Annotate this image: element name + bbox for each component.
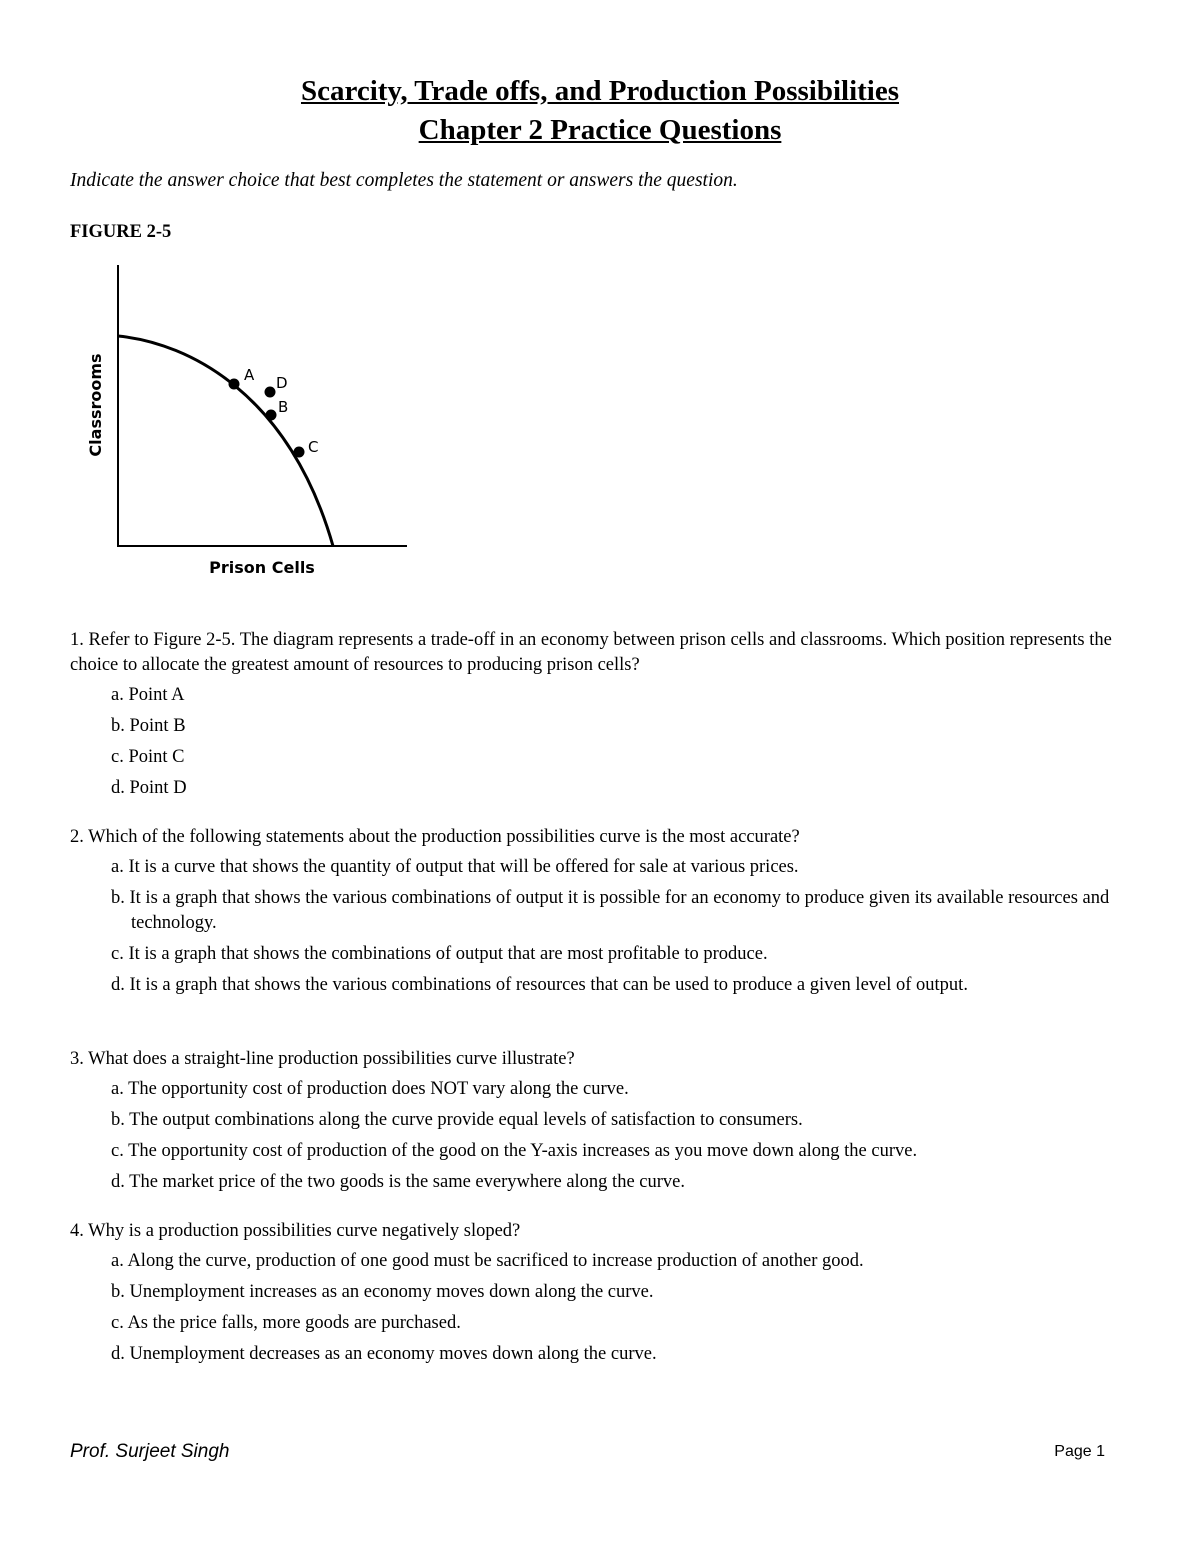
question-stem: 1. Refer to Figure 2-5. The diagram represents a trade-off in an economy between prison cells and classrooms. Which position represents the choice to allocate the greatest amount of resources to producing prison cells? xyxy=(70,630,1112,675)
point-c-label: C xyxy=(308,438,319,456)
answer-option[interactable]: d. The market price of the two goods is the same everywhere along the curve. xyxy=(111,1172,685,1192)
point-b-marker xyxy=(266,410,277,421)
answer-option[interactable]: c. As the price falls, more goods are purchased. xyxy=(111,1313,461,1333)
answer-option[interactable]: b. Point B xyxy=(111,716,186,736)
figure-label: FIGURE 2-5 xyxy=(70,222,172,242)
answer-option[interactable]: d. Unemployment decreases as an economy moves down along the curve. xyxy=(111,1344,657,1364)
answer-option[interactable]: c. The opportunity cost of production of the good on the Y-axis increases as you move down along the curve. xyxy=(111,1141,918,1161)
answer-option[interactable]: b. It is a graph that shows the various combinations of output it is possible for an economy to produce given its available resources and technology. xyxy=(111,888,1110,933)
question-1 xyxy=(70,628,1140,804)
answer-option[interactable]: b. The output combinations along the curve provide equal levels of satisfaction to consumers. xyxy=(111,1110,803,1130)
question-stem: 4. Why is a production possibilities curve negatively sloped? xyxy=(70,1221,521,1241)
answer-option[interactable]: d. It is a graph that shows the various combinations of resources that can be used to produce a given level of output. xyxy=(111,975,968,995)
point-d-marker xyxy=(265,387,276,398)
answer-option[interactable]: c. It is a graph that shows the combinations of output that are most profitable to produce. xyxy=(111,944,768,964)
answer-option[interactable]: a. Along the curve, production of one good must be sacrificed to increase production of another good. xyxy=(111,1251,864,1271)
document-subtitle: Chapter 2 Practice Questions xyxy=(418,114,782,146)
point-c-marker xyxy=(294,447,305,458)
question-4 xyxy=(70,1219,1140,1370)
answer-option[interactable]: c. Point C xyxy=(111,747,185,767)
ppc-curve xyxy=(118,336,333,546)
question-3 xyxy=(70,1047,1140,1198)
answer-option[interactable]: a. Point A xyxy=(111,685,185,705)
ppc-figure xyxy=(70,255,420,585)
question-stem: 3. What does a straight-line production possibilities curve illustrate? xyxy=(70,1049,575,1069)
answer-option[interactable]: d. Point D xyxy=(111,778,187,798)
point-b-label: B xyxy=(278,398,289,416)
answer-option[interactable]: a. It is a curve that shows the quantity of output that will be offered for sale at various prices. xyxy=(111,857,799,877)
question-stem: 2. Which of the following statements about the production possibilities curve is the most accurate? xyxy=(70,827,800,847)
point-d-label: D xyxy=(276,374,288,392)
x-axis-title: Prison Cells xyxy=(209,558,315,577)
point-a-marker xyxy=(229,379,240,390)
instructions: Indicate the answer choice that best completes the statement or answers the question. xyxy=(70,170,738,191)
page-number: Page 1 xyxy=(1054,1443,1105,1460)
answer-option[interactable]: a. The opportunity cost of production does NOT vary along the curve. xyxy=(111,1079,629,1099)
y-axis-title: Classrooms xyxy=(86,353,105,457)
question-2 xyxy=(70,825,1140,1001)
answer-option[interactable]: b. Unemployment increases as an economy moves down along the curve. xyxy=(111,1282,654,1302)
footer-author: Prof. Surjeet Singh xyxy=(70,1441,230,1462)
point-a-label: A xyxy=(244,366,255,384)
document-title: Scarcity, Trade offs, and Production Possibilities xyxy=(300,75,900,107)
